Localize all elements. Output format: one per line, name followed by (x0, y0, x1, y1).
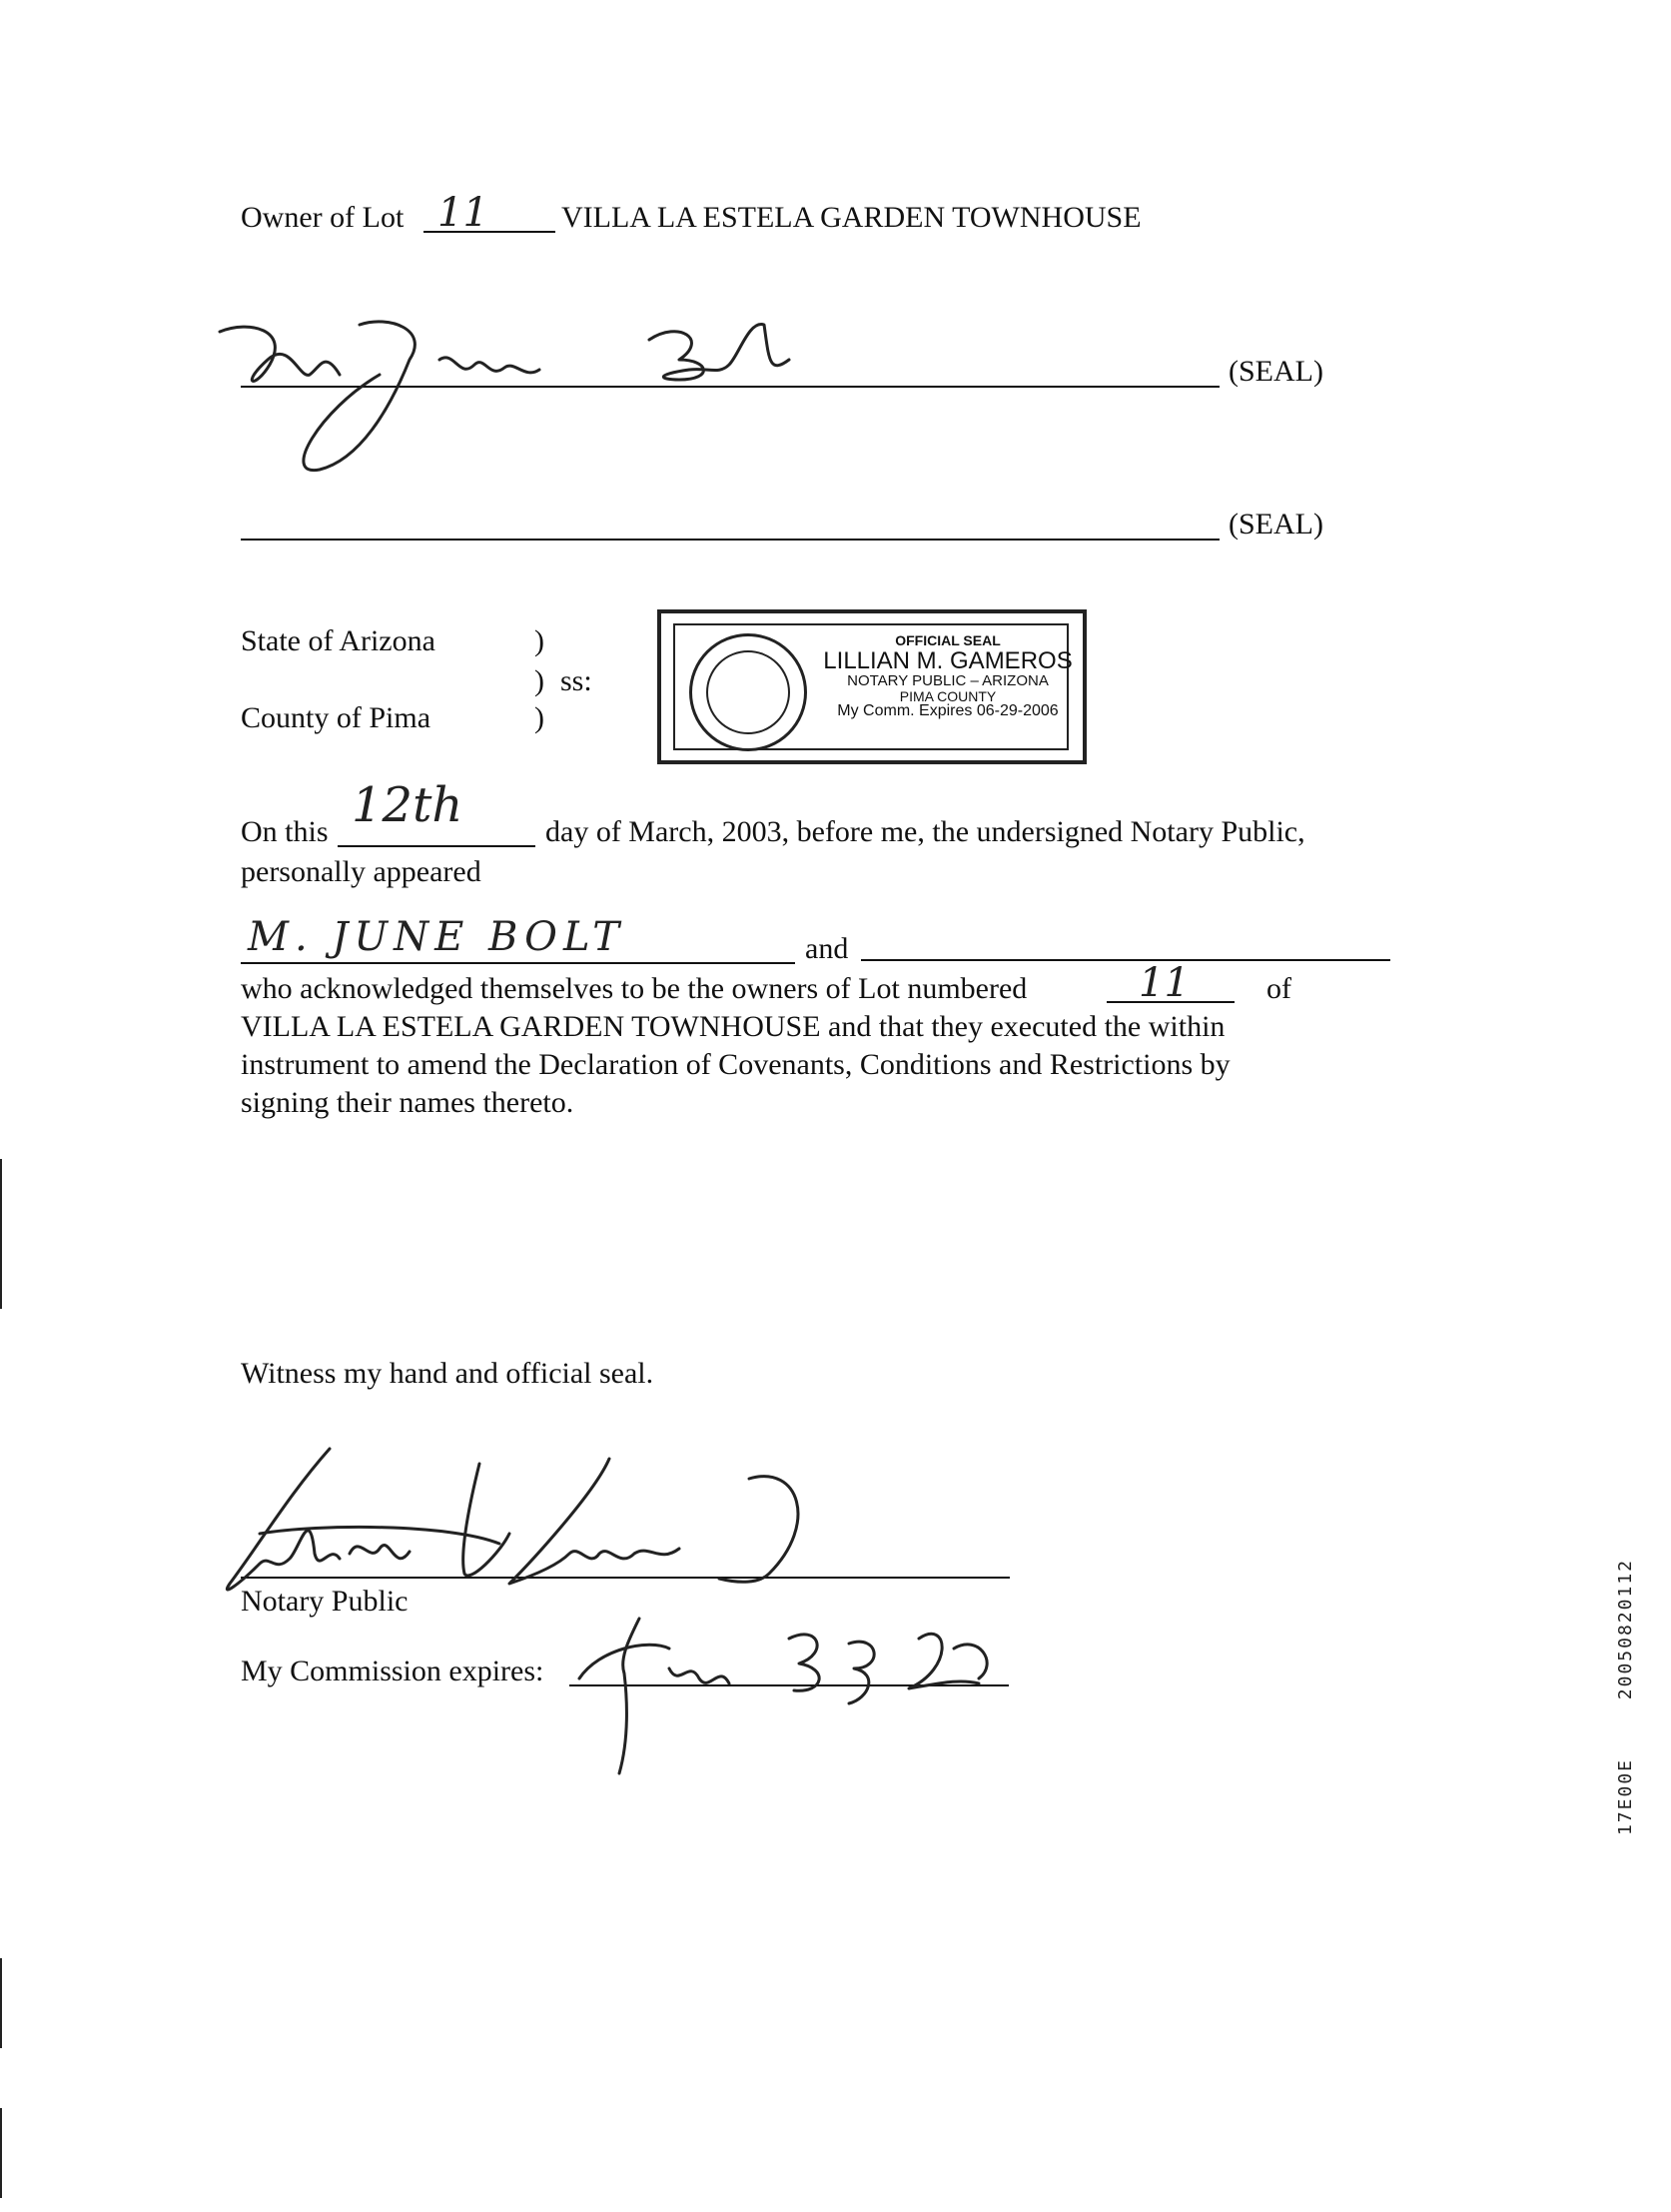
stamp-notary-name: LILLIAN M. GAMEROS (823, 646, 1073, 674)
on-this-label: On this (241, 815, 329, 848)
commission-date-drawing (559, 1599, 1019, 1778)
owner-signature-1-drawing (210, 320, 829, 480)
state-seal-icon (689, 633, 807, 751)
body-line-4: signing their names thereto. (241, 1086, 574, 1119)
lot-number-handwritten: 11 (437, 190, 488, 236)
venue-paren-1: ) (534, 624, 544, 657)
day-of-text: day of March, 2003, before me, the undersigned Notary Public, (545, 815, 1305, 848)
venue-paren-3: ) (534, 701, 544, 734)
margin-mark-top: 20050820112 (1615, 1559, 1636, 1700)
stamp-official-seal: OFFICIAL SEAL (895, 632, 1001, 648)
scan-edge-mark-2 (0, 1958, 2, 2048)
day-line (338, 845, 535, 847)
and-label: and (805, 932, 849, 965)
venue-paren-2: ) (534, 664, 544, 697)
seal-label-1: (SEAL) (1229, 355, 1323, 388)
stamp-notary-title: NOTARY PUBLIC – ARIZONA (847, 671, 1049, 689)
owner-of-lot-label: Owner of Lot (241, 201, 405, 234)
notary-stamp-text (823, 633, 1073, 720)
body-line-2: VILLA LA ESTELA GARDEN TOWNHOUSE and that they executed the within (241, 1010, 1226, 1043)
county-label: County of Pima (241, 701, 431, 734)
notary-stamp (657, 609, 1087, 764)
appeared-name-handwritten: M. JUNE BOLT (248, 914, 625, 960)
notary-public-label: Notary Public (241, 1585, 409, 1618)
lot-numbered-handwritten: 11 (1139, 960, 1190, 1006)
state-seal-inner-ring (706, 650, 790, 734)
margin-mark-bottom: 17E00E (1615, 1758, 1636, 1836)
owner-signature-line-2 (241, 539, 1220, 541)
of-label: of (1266, 972, 1291, 1005)
body-line-3: instrument to amend the Declaration of Covenants, Conditions and Restrictions by (241, 1048, 1231, 1081)
who-acknowledged-text: who acknowledged themselves to be the owners of Lot numbered (241, 972, 1028, 1005)
second-name-line (861, 959, 1390, 961)
seal-label-2: (SEAL) (1229, 508, 1323, 541)
witness-text: Witness my hand and official seal. (241, 1357, 654, 1390)
day-handwritten: 12th (352, 777, 463, 833)
notary-stamp-border (673, 623, 1073, 750)
subdivision-name: VILLA LA ESTELA GARDEN TOWNHOUSE (561, 201, 1142, 234)
personally-appeared: personally appeared (241, 855, 481, 888)
stamp-expiry: My Comm. Expires 06-29-2006 (837, 702, 1059, 720)
stamp-county: PIMA COUNTY (899, 687, 997, 704)
commission-expires-label: My Commission expires: (241, 1655, 544, 1687)
appeared-name-line (241, 962, 795, 964)
venue-ss: ss: (560, 664, 592, 697)
scan-edge-mark-1 (0, 1159, 2, 1309)
scan-edge-mark-3 (0, 2108, 2, 2198)
commission-date-text (0, 0, 7, 1)
state-label: State of Arizona (241, 624, 435, 657)
